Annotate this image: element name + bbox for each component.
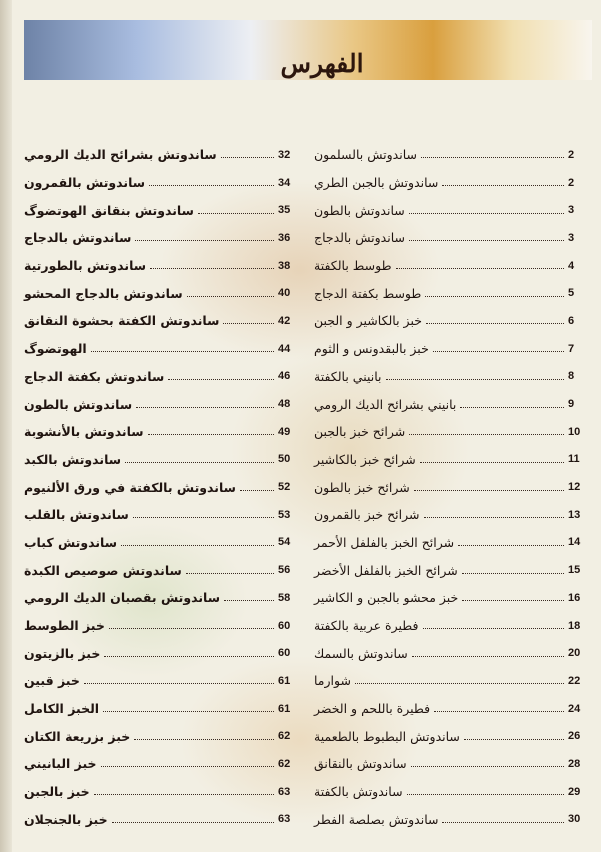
toc-page-number: 46 [278, 370, 291, 383]
toc-dot-leader [94, 794, 274, 795]
toc-dot-leader [84, 683, 274, 684]
toc-right-column [314, 141, 590, 833]
toc-entry[interactable] [24, 363, 300, 391]
toc-dot-leader [125, 462, 274, 463]
toc-entry-title: ساندوتش بصلصة الفطر [314, 811, 439, 827]
toc-page-number: 8 [568, 370, 575, 383]
toc-page-number: 18 [568, 619, 581, 632]
toc-dot-leader [148, 434, 274, 435]
toc-entry[interactable] [314, 196, 590, 224]
toc-entry[interactable] [314, 667, 590, 695]
toc-entry[interactable] [314, 418, 590, 446]
toc-dot-leader [221, 157, 274, 158]
toc-page-number: 32 [278, 148, 291, 161]
toc-page-number: 34 [278, 176, 291, 189]
toc-dot-leader [198, 213, 274, 214]
page-title: الفهرس [280, 49, 364, 78]
toc-dot-leader [411, 766, 564, 767]
toc-entry[interactable] [24, 418, 300, 446]
toc-page-number: 48 [278, 398, 291, 411]
toc-page-number: 58 [278, 591, 291, 604]
toc-dot-leader [355, 683, 564, 684]
toc-dot-leader [464, 739, 564, 740]
toc-entry-title: ساندوتش بالكفتة [314, 784, 403, 800]
toc-dot-leader [223, 323, 274, 324]
toc-page-number: 40 [278, 287, 291, 300]
toc-dot-leader [240, 490, 274, 491]
toc-entry-title: ساندوتش بشرائح الديك الرومي [24, 147, 217, 163]
toc-page-number: 10 [568, 425, 581, 438]
toc-entry-title: ساندوتش البطبوط بالطعمية [314, 728, 460, 744]
toc-dot-leader [424, 517, 565, 518]
toc-page-number: 3 [568, 231, 575, 244]
toc-dot-leader [420, 462, 564, 463]
toc-entry[interactable] [24, 473, 300, 501]
toc-page-number: 61 [278, 674, 291, 687]
toc-entry-title: ساندوتش بالطون [314, 202, 405, 218]
toc-entry-title: خبز بالبقدونس و الثوم [314, 341, 429, 357]
toc-dot-leader [442, 822, 564, 823]
toc-dot-leader [187, 296, 274, 297]
toc-entry-title: ساندوتش بالكبد [24, 451, 122, 467]
toc-page-number: 54 [278, 536, 291, 549]
toc-dot-leader [186, 573, 274, 574]
toc-entry-title: بانيني بالكفتة [314, 368, 382, 384]
toc-entry-title: ساندوتش بالجبن الطري [314, 175, 439, 191]
toc-entry[interactable] [314, 473, 590, 501]
toc-entry-title: شرائح خبز بالكاشير [314, 451, 416, 467]
toc-entry[interactable] [314, 612, 590, 640]
toc-entry-title: فطيرة باللحم و الخضر [314, 701, 431, 717]
toc-dot-leader [149, 185, 274, 186]
toc-entry[interactable] [314, 806, 590, 834]
toc-page-number: 44 [278, 342, 291, 355]
toc-page-number: 28 [568, 757, 581, 770]
toc-entry[interactable] [24, 390, 300, 418]
toc-entry[interactable] [314, 224, 590, 252]
toc-entry[interactable] [314, 722, 590, 750]
toc-entry-title: شرائح الخبز بالفلفل الأخضر [314, 562, 458, 578]
toc-page-number: 63 [278, 813, 291, 826]
toc-entry-title: ساندوتش بالكفتة في ورق الألنيوم [24, 479, 236, 495]
toc-page-number: 7 [568, 342, 575, 355]
toc-entry[interactable] [24, 750, 300, 778]
toc-entry[interactable] [314, 695, 590, 723]
toc-entry[interactable] [24, 501, 300, 529]
toc-page-number: 26 [568, 730, 581, 743]
toc-dot-leader [101, 766, 274, 767]
toc-entry[interactable] [314, 778, 590, 806]
toc-entry-title: ساندوتش بالسلمون [314, 147, 417, 163]
toc-dot-leader [136, 407, 274, 408]
toc-page-number: 49 [278, 425, 291, 438]
toc-dot-leader [462, 573, 564, 574]
toc-dot-leader [412, 656, 564, 657]
toc-page-number: 56 [278, 564, 291, 577]
toc-left-column [24, 141, 300, 833]
toc-entry-title: ساندوتش بكفتة الدجاج [24, 368, 165, 384]
toc-page-number: 14 [568, 536, 581, 549]
toc-entry-title: ساندوتش بالسمك [314, 645, 408, 661]
page-binding-edge [0, 0, 12, 852]
toc-entry-title: ساندوتش بالدجاج [314, 230, 406, 246]
toc-dot-leader [407, 794, 564, 795]
toc-dot-leader [421, 157, 564, 158]
toc-dot-leader [109, 628, 274, 629]
toc-entry[interactable] [314, 169, 590, 197]
toc-entry-title: ساندوتش بقصبان الديك الرومي [24, 590, 221, 606]
toc-page-number: 15 [568, 564, 581, 577]
toc-entry-title: ساندوتش بالدجاج [24, 230, 132, 246]
toc-entry-title: ساندوتش بنقانق الهوتضوگ [24, 202, 194, 218]
toc-page-number: 22 [568, 674, 581, 687]
toc-entry-title: ساندوتش بالأنشوبة [24, 424, 144, 440]
toc-entry-title: خبز قبين [24, 673, 80, 689]
toc-dot-leader [135, 240, 274, 241]
toc-page-number: 61 [278, 702, 291, 715]
toc-entry[interactable] [314, 529, 590, 557]
toc-page-number: 53 [278, 508, 291, 521]
toc-dot-leader [425, 296, 564, 297]
toc-dot-leader [433, 351, 564, 352]
toc-entry-title: خبز بزريعة الكتان [24, 728, 131, 744]
toc-page-number: 6 [568, 314, 575, 327]
toc-entry[interactable] [314, 363, 590, 391]
toc-entry-title: الخبز الكامل [24, 701, 100, 717]
toc-page-number: 24 [568, 702, 581, 715]
toc-entry[interactable] [24, 722, 300, 750]
toc-entry[interactable] [24, 335, 300, 363]
toc-page-number: 4 [568, 259, 575, 272]
toc-entry[interactable] [24, 612, 300, 640]
toc-entry[interactable] [314, 639, 590, 667]
toc-entry-title: خبز بالزيتون [24, 645, 101, 661]
toc-page-number: 5 [568, 287, 575, 300]
toc-page-number: 60 [278, 619, 291, 632]
toc-dot-leader [462, 600, 564, 601]
toc-dot-leader [434, 711, 564, 712]
toc-entry-title: ساندوتش بالنقانق [314, 756, 407, 772]
toc-entry-title: خبز بالجبن [24, 784, 90, 800]
toc-dot-leader [150, 268, 274, 269]
toc-page-number: 35 [278, 204, 291, 217]
toc-page-number: 20 [568, 647, 581, 660]
toc-entry-title: ساندوتش بالقلب [24, 507, 129, 523]
toc-page-number: 2 [568, 148, 575, 161]
toc-page-number: 13 [568, 508, 581, 521]
toc-entry[interactable] [24, 639, 300, 667]
toc-entry-title: ساندوتش بالطورتية [24, 258, 147, 274]
toc-entry[interactable] [24, 446, 300, 474]
toc-entry-title: شوارما [314, 673, 351, 689]
toc-entry-title: خبز البانيني [24, 756, 97, 772]
toc-entry-title: فطيرة عربية بالكفتة [314, 618, 419, 634]
toc-entry-title: ساندوتش بالطون [24, 396, 133, 412]
toc-dot-leader [112, 822, 274, 823]
toc-dot-leader [103, 711, 274, 712]
toc-entry-title: خبز بالكاشير و الجبن [314, 313, 422, 329]
toc-entry-title: ساندوتش بالقمرون [24, 175, 146, 191]
toc-dot-leader [91, 351, 274, 352]
toc-dot-leader [409, 240, 564, 241]
toc-entry-title: الهوتضوگ [24, 341, 87, 357]
toc-entry-title: شرائح خبز بالطون [314, 479, 410, 495]
toc-dot-leader [168, 379, 274, 380]
toc-page-number: 30 [568, 813, 581, 826]
toc-entry-title: خبز الطوسط [24, 618, 105, 634]
toc-page-number: 12 [568, 481, 581, 494]
toc-entry-title: طوسط بكفتة الدجاج [314, 285, 422, 301]
toc-entry[interactable] [314, 307, 590, 335]
toc-dot-leader [458, 545, 564, 546]
toc-page-number: 62 [278, 730, 291, 743]
toc-entry[interactable] [314, 252, 590, 280]
toc-page-number: 42 [278, 314, 291, 327]
toc-entry-title: خبز بالجنجلان [24, 811, 108, 827]
toc-page-number: 2 [568, 176, 575, 189]
toc-entry[interactable] [314, 141, 590, 169]
toc-entry[interactable] [24, 224, 300, 252]
toc-page-number: 52 [278, 481, 291, 494]
toc-entry[interactable] [314, 584, 590, 612]
toc-entry-title: شرائح خبز بالجبن [314, 424, 406, 440]
toc-entry-title: شرائح الخبز بالفلفل الأحمر [314, 534, 455, 550]
toc-page-number: 63 [278, 785, 291, 798]
toc-entry[interactable] [24, 778, 300, 806]
toc-entry[interactable] [24, 141, 300, 169]
toc-entry[interactable] [24, 556, 300, 584]
toc-dot-leader [423, 628, 565, 629]
toc-entry[interactable] [24, 169, 300, 197]
toc-page-number: 62 [278, 757, 291, 770]
toc-entry-title: ساندوتش بالدجاج المحشو [24, 285, 183, 301]
toc-page-number: 16 [568, 591, 581, 604]
toc-page-number: 50 [278, 453, 291, 466]
toc-dot-leader [104, 656, 274, 657]
toc-entry[interactable] [314, 390, 590, 418]
toc-dot-leader [409, 213, 564, 214]
toc-dot-leader [396, 268, 564, 269]
toc-dot-leader [386, 379, 565, 380]
toc-entry-title: طوسط بالكفتة [314, 258, 392, 274]
toc-entry[interactable] [24, 667, 300, 695]
toc-entry[interactable] [314, 750, 590, 778]
toc-entry[interactable] [314, 446, 590, 474]
toc-entry-title: خبز محشو بالجبن و الكاشير [314, 590, 459, 606]
toc-page-number: 60 [278, 647, 291, 660]
toc-page-number: 38 [278, 259, 291, 272]
toc-dot-leader [414, 490, 564, 491]
toc-entry[interactable] [314, 501, 590, 529]
toc-entry[interactable] [24, 252, 300, 280]
toc-entry-title: ساندوتش كباب [24, 534, 118, 550]
toc-entry[interactable] [314, 279, 590, 307]
toc-dot-leader [133, 517, 274, 518]
toc-entry[interactable] [314, 556, 590, 584]
toc-entry[interactable] [24, 584, 300, 612]
toc-entry[interactable] [24, 529, 300, 557]
toc-entry-title: بانيني بشرائح الديك الرومي [314, 396, 457, 412]
toc-entry[interactable] [24, 196, 300, 224]
toc-entry[interactable] [24, 806, 300, 834]
toc-dot-leader [224, 600, 274, 601]
toc-page-number: 3 [568, 204, 575, 217]
toc-dot-leader [409, 434, 564, 435]
toc-dot-leader [426, 323, 564, 324]
toc-entry-title: شرائح خبز بالقمرون [314, 507, 420, 523]
toc-dot-leader [460, 407, 564, 408]
toc-entry[interactable] [24, 695, 300, 723]
toc-dot-leader [121, 545, 274, 546]
toc-page-number: 36 [278, 231, 291, 244]
toc-entry[interactable] [24, 307, 300, 335]
toc-entry-title: ساندوتش صوصيص الكبدة [24, 562, 182, 578]
toc-page-number: 9 [568, 398, 575, 411]
toc-dot-leader [134, 739, 274, 740]
toc-page-number: 29 [568, 785, 581, 798]
toc-entry[interactable] [24, 279, 300, 307]
toc-page-number: 11 [568, 453, 580, 466]
toc-entry[interactable] [314, 335, 590, 363]
toc-dot-leader [442, 185, 564, 186]
toc-entry-title: ساندوتش الكفتة بحشوة النقانق [24, 313, 220, 329]
